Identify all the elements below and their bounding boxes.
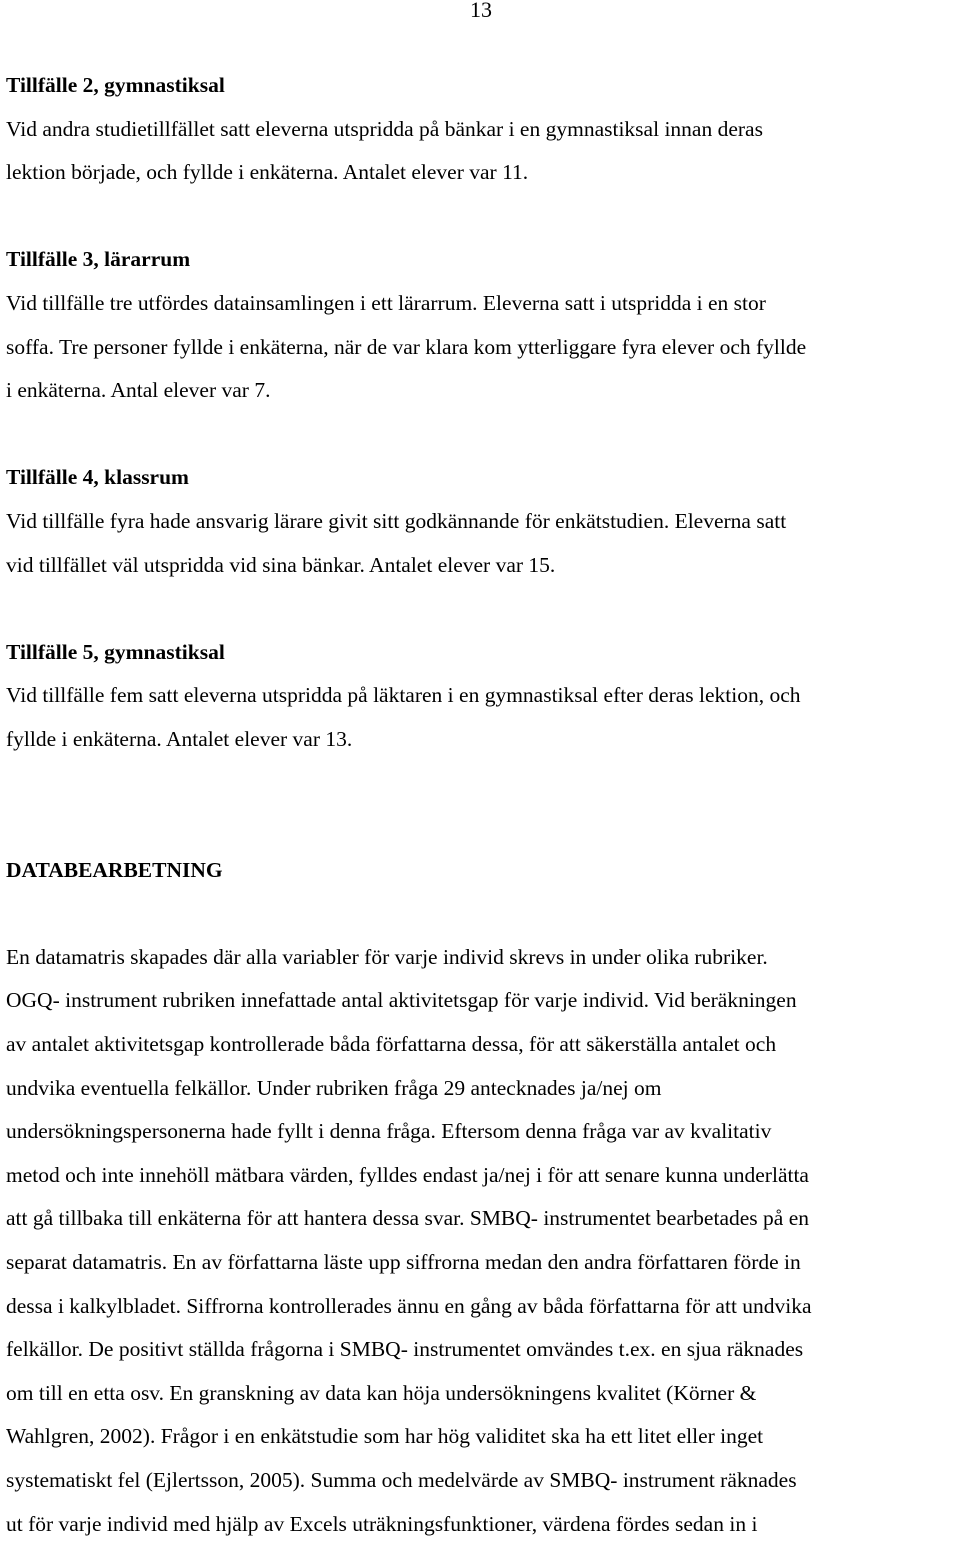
body-line: Vid tillfälle fem satt eleverna utspridda på läktaren i en gymnastiksal efter deras lektion, och bbox=[6, 683, 801, 708]
section-databearbetning bbox=[6, 849, 956, 1546]
section-heading: Tillfälle 4, klassrum bbox=[6, 465, 189, 490]
body-line: Vid andra studietillfället satt eleverna utspridda på bänkar i en gymnastiksal innan deras bbox=[6, 116, 763, 141]
body-line: undersökningspersonerna hade fyllt i denna fråga. Eftersom denna fråga var av kvalitativ bbox=[6, 1119, 772, 1144]
body-line: dessa i kalkylbladet. Siffrorna kontrollerades ännu en gång av båda författarna för att undvika bbox=[6, 1293, 812, 1318]
body-line: Vid tillfälle tre utfördes datainsamlingen i ett lärarrum. Eleverna satt i utspridda i en stor bbox=[6, 290, 766, 315]
body-line: systematiskt fel (Ejlertsson, 2005). Summa och medelvärde av SMBQ- instrument räknades bbox=[6, 1468, 797, 1492]
body-line: av antalet aktivitetsgap kontrollerade båda författarna dessa, för att säkerställa antalet och bbox=[6, 1032, 777, 1057]
body-line: om till en etta osv. En granskning av data kan höja undersökningens kvalitet (Körner & bbox=[6, 1380, 757, 1405]
section-heading: Tillfälle 3, lärarrum bbox=[6, 247, 191, 272]
body-line: vid tillfället väl utspridda vid sina bänkar. Antalet elever var 15. bbox=[6, 552, 556, 577]
body-line: felkällor. De positivt ställda frågorna i SMBQ- instrumentet omvändes t.ex. en sjua räknades bbox=[6, 1337, 804, 1362]
body-line: att gå tillbaka till enkäterna för att hantera dessa svar. SMBQ- instrumentet bearbetades på en bbox=[6, 1206, 809, 1231]
body-line: metod och inte innehöll mätbara värden, fylldes endast ja/nej i för att senare kunna underlätta bbox=[6, 1162, 809, 1187]
section-tillfalle-4 bbox=[6, 456, 956, 587]
body-line: lektion började, och fyllde i enkäterna. Antalet elever var 11. bbox=[6, 160, 529, 185]
section-heading: Tillfälle 5, gymnastiksal bbox=[6, 639, 225, 664]
page-number: 13 bbox=[470, 0, 492, 22]
chapter-heading: DATABEARBETNING bbox=[6, 857, 223, 882]
body-line: fyllde i enkäterna. Antalet elever var 13. bbox=[6, 726, 353, 751]
body-line: undvika eventuella felkällor. Under rubriken fråga 29 antecknades ja/nej om bbox=[6, 1075, 662, 1100]
body-line: ut för varje individ med hjälp av Excels uträkningsfunktioner, värdena fördes sedan in i bbox=[6, 1511, 758, 1536]
body-line: Wahlgren, 2002). Frågor i en enkätstudie som har hög validitet ska ha ett litet eller inget bbox=[6, 1424, 764, 1449]
body-line: separat datamatris. En av författarna läste upp siffrorna medan den andra författaren förde in bbox=[6, 1250, 801, 1275]
body-line: i enkäterna. Antal elever var 7. bbox=[6, 378, 271, 403]
body-line: En datamatris skapades där alla variabler för varje individ skrevs in under olika rubriker. bbox=[6, 944, 768, 969]
body-line: soffa. Tre personer fyllde i enkäterna, när de var klara kom ytterliggare fyra elever och fyllde bbox=[6, 334, 807, 359]
document-body bbox=[6, 64, 956, 1546]
body-line: OGQ- instrument rubriken innefattade antal aktivitetsgap för varje individ. Vid beräkningen bbox=[6, 988, 797, 1013]
section-tillfalle-2 bbox=[6, 64, 956, 195]
section-tillfalle-5 bbox=[6, 631, 956, 762]
section-heading: Tillfälle 2, gymnastiksal bbox=[6, 73, 225, 97]
section-tillfalle-3 bbox=[6, 238, 956, 412]
body-line: Vid tillfälle fyra hade ansvarig lärare givit sitt godkännande för enkätstudien. Eleverna satt bbox=[6, 508, 787, 533]
